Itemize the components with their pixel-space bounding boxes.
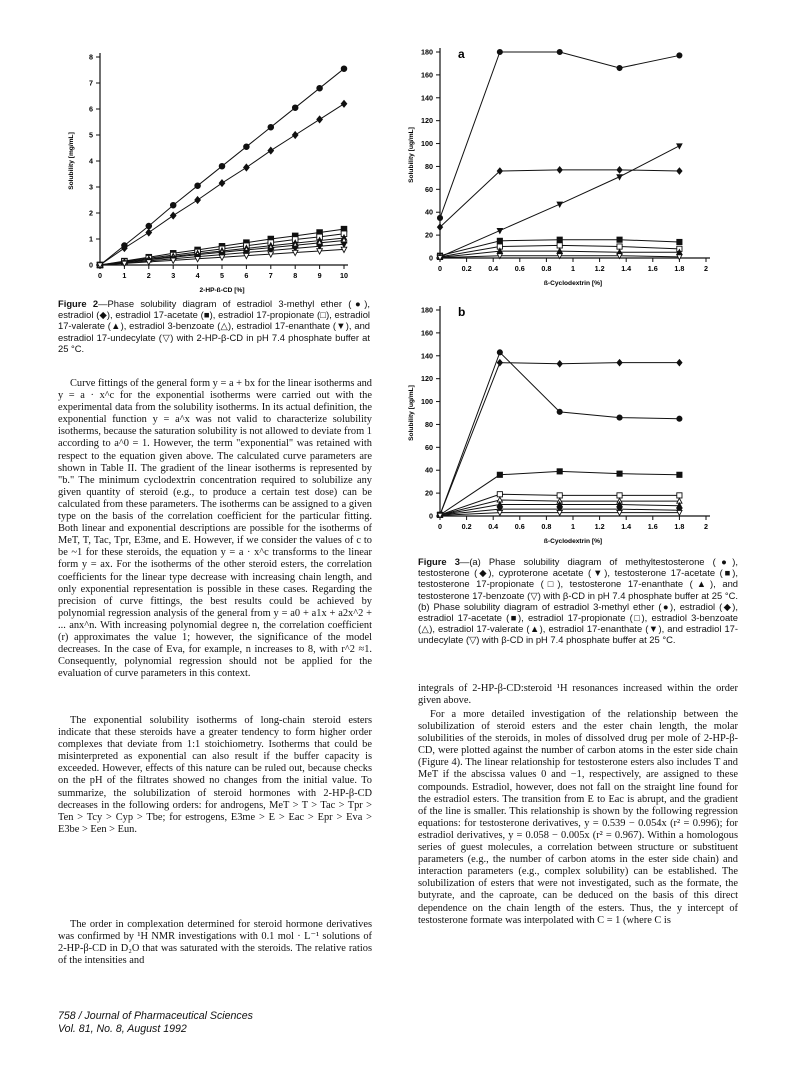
data-point: [617, 360, 622, 366]
y-tick-label: 180: [421, 305, 433, 315]
panel-label: b: [458, 305, 466, 319]
y-tick-label: 100: [421, 397, 433, 407]
x-tick-label: 5: [220, 271, 224, 280]
data-point: [617, 471, 622, 476]
x-tick-label: 10: [340, 271, 348, 280]
x-tick-label: 1.6: [647, 264, 658, 273]
x-tick-label: 0: [438, 264, 442, 273]
journal-footer: [58, 1010, 253, 1035]
data-point: [219, 163, 225, 169]
body-paragraph-4: integrals of 2-HP-β-CD:steroid ¹H resonances increased within the order given above.: [418, 683, 738, 707]
data-point: [497, 350, 502, 355]
data-point: [317, 116, 323, 123]
x-tick-label: 1: [571, 522, 575, 531]
body-paragraph-1: Curve fittings of the general form y = a + bx for the linear isotherms and y = a · x^c for the exponential isotherms were carried out with the experimental data from the solubility isotherms. In its actual definition, the exponential function y = a^x was not valid to characterize solubility isotherms, because the saturation solubility is not allowed to deviate from 1 according to a^0 = 1. However, the term "exponential" was retained with respect to the equation given above. The calculated curve parameters are shown in Table II. The gradient of the linear isotherms is represented by "b." The minimum cyclodextrin concentration required to solubilize any given quantity of steroid (e.g., to produce a certain test dose) can be calculated from these parameters. The isotherms can be assigned to a given type on the basis of the correlation coefficient for the particular fitting. Both linear and exponential descriptions are possible for the isotherms of MeT, T, Tac, Tpr, E3me, and E. However, if we consider the values of c to be ~1 for these steroids, the equation y = a · x^c transforms to the linear form y = ax. For the isotherms of the other steroid esters, the correlation coefficients for the linear type decrease with increasing chain length, and only exponential representation is possible in these cases. Regarding the precision of curve fittings, the best results could be achieved by polynomial regression analysis of the general from y = a0 + a1x + a2x^2 + ... anx^n. With increasing polynomial degree n, the correlation coefficient (r) approximates the value 1; however, the significance of the model decreases. In the case of Eva, for example, n increases to 8, with r^2 ≈1. Consequently, polynomial regression should not be applied for the evaluation of curve parameters in this context.: [58, 378, 372, 680]
y-tick-label: 3: [89, 182, 93, 192]
y-tick-label: 0: [429, 253, 433, 263]
data-point: [557, 469, 562, 474]
data-point: [195, 197, 201, 204]
data-point: [497, 472, 502, 477]
y-axis-title: Solubility [ug/mL]: [408, 385, 415, 441]
x-tick-label: 9: [317, 271, 322, 280]
data-point: [497, 238, 502, 243]
data-point: [557, 237, 562, 242]
data-point: [497, 492, 502, 497]
figure-2-caption-label: Figure 2: [58, 298, 99, 309]
y-tick-label: 2: [89, 208, 93, 218]
body-paragraph-3: The order in complexation determined for steroid hormone derivatives was confirmed by ¹H NMR investigations with 0.1 mol · L⁻¹ solutions of 2-HP-β-CD in D₂O that was saturated with the steroids. The relative ratios of the intensities and: [58, 919, 372, 967]
x-tick-label: 0.4: [488, 522, 499, 531]
data-point: [146, 229, 152, 236]
data-point: [292, 105, 298, 111]
data-point: [617, 65, 622, 70]
x-tick-label: 1.2: [594, 264, 605, 273]
data-point: [146, 223, 152, 229]
x-tick-label: 0: [438, 522, 442, 531]
x-tick-label: 1.8: [674, 522, 685, 531]
x-tick-label: 1.8: [674, 264, 685, 273]
data-point: [617, 244, 622, 249]
data-point: [677, 239, 682, 244]
x-tick-label: 2: [146, 271, 151, 280]
data-point: [341, 100, 347, 107]
data-point: [557, 493, 562, 498]
data-point: [557, 409, 562, 414]
y-tick-label: 7: [89, 78, 93, 88]
x-tick-label: 0.2: [461, 522, 472, 531]
x-tick-label: 1.2: [594, 522, 605, 531]
footer-line-1: 758 / Journal of Pharmaceutical Sciences: [58, 1010, 253, 1022]
y-tick-label: 6: [89, 104, 93, 114]
series-line: [440, 363, 679, 515]
data-point: [268, 147, 274, 154]
data-point: [170, 212, 176, 219]
x-tick-label: 0: [98, 271, 102, 280]
data-point: [557, 243, 562, 248]
y-tick-label: 100: [421, 139, 433, 149]
data-point: [268, 124, 274, 130]
data-point: [292, 132, 298, 139]
data-point: [617, 237, 622, 242]
y-tick-label: 120: [421, 116, 433, 126]
data-point: [170, 202, 176, 208]
y-axis-title: Solubility [ug/mL]: [408, 127, 415, 183]
y-tick-label: 1: [89, 234, 93, 244]
x-tick-label: 4: [195, 271, 200, 280]
x-tick-label: 3: [171, 271, 176, 280]
y-tick-label: 80: [425, 419, 433, 429]
y-tick-label: 140: [421, 93, 433, 103]
data-point: [497, 360, 502, 366]
x-tick-label: 1.4: [621, 522, 632, 531]
data-point: [244, 144, 250, 150]
x-axis-title: ß-Cyclodextrin [%]: [543, 538, 603, 545]
data-point: [219, 180, 225, 187]
x-tick-label: 0.6: [514, 264, 525, 273]
y-tick-label: 180: [421, 47, 433, 57]
y-tick-label: 0: [429, 511, 433, 521]
x-tick-label: 2: [704, 522, 708, 531]
y-tick-label: 5: [89, 130, 93, 140]
data-point: [341, 66, 347, 72]
y-tick-label: 20: [425, 230, 433, 240]
y-axis-title: Solubility [mg/mL]: [68, 132, 75, 190]
figure-3-caption-text: —(a) Phase solubility diagram of methyltestosterone (●), testosterone (◆), cyproterone acetate (▼), testosterone 17-acetate (■), testosterone 17-propionate (□), testosterone 17-enanthate (▲), and testosterone 17-benzoate (▽) with β-CD in pH 7.4 phosphate buffer at 25 °C. (b) Phase solubility diagram of estradiol 3-methyl ether (●), estradiol (◆), estradiol 17-acetate (■), estradiol 17-propionate (□), estradiol 3-benzoate (△), estradiol 17-valerate (▲), estradiol 17-enanthate (▼), and estradiol 17-undecylate (▽) with β-CD in pH 7.4 phosphate buffer at 25 °C.: [418, 556, 739, 646]
series-line: [440, 170, 679, 227]
panel-label: a: [458, 47, 465, 61]
y-tick-label: 0: [89, 260, 93, 270]
data-point: [437, 215, 442, 220]
y-tick-label: 20: [425, 488, 433, 498]
x-axis-title: 2-HP-ß-CD [%]: [199, 287, 245, 294]
data-point: [617, 167, 622, 173]
x-tick-label: 1.4: [621, 264, 632, 273]
data-point: [317, 85, 323, 91]
x-tick-label: 7: [268, 271, 273, 280]
x-tick-label: 0.8: [541, 264, 552, 273]
y-tick-label: 60: [425, 442, 433, 452]
x-tick-label: 1: [571, 264, 575, 273]
data-point: [497, 49, 502, 54]
body-paragraph-5: For a more detailed investigation of the relationship between the solubilization of steroid esters and the ester chain length, the molar solubilities of the steroids, in moles of dissolved drug per mole of 2-HP-β-CD, were plotted against the number of carbon atoms in the ester side chain (Figure 4). The linear relationship for testosterone esters also includes T and MeT if the abscissa values 0 and −1, respectively, are assigned to these compounds. Estradiol, however, does not fall on the straight line found for the estradiol esters. The transition from E to Eac is abrupt, and the gradient of the line is smaller. This relationship is shown by the following regression equations: for testosterone derivatives, y = 0.539 − 0.054x (r² = 0.996); for estradiol derivatives, y = 0.058 − 0.005x (r² = 0.967). Within a homologous series of guest molecules, a correlation between structure or substituent parameters (e.g., the number of carbon atoms in the ester side chain) and interaction parameters (e.g., complex solubility) can be established. The solubilization of esters that were not investigated, such as the formate, the butyrate, and the caproate, can be deduced on the basis of this direct dependence on the chain length of the esters. Thus, the y intercept of testosterone formate was interpolated with C = 1 (where C is: [418, 709, 738, 926]
y-tick-label: 40: [425, 207, 433, 217]
figure-3b-chart: [408, 300, 730, 550]
y-tick-label: 140: [421, 351, 433, 361]
y-tick-label: 4: [89, 156, 93, 166]
data-point: [244, 164, 250, 171]
x-tick-label: 0.2: [461, 264, 472, 273]
x-tick-label: 0.4: [488, 264, 499, 273]
figure-2-chart: [58, 45, 368, 297]
data-point: [617, 493, 622, 498]
data-point: [677, 360, 682, 366]
y-tick-label: 40: [425, 465, 433, 475]
x-tick-label: 0.8: [541, 522, 552, 531]
y-tick-label: 8: [89, 52, 93, 62]
data-point: [195, 183, 201, 189]
body-paragraph-2: The exponential solubility isotherms of long-chain steroid esters indicate that these steroids have a greater tendency to form higher order complexes that deviate from 1:1 stoichiometry. Isotherms that could be misinterpreted as exponential can also result if the buffer capacity is exceeded. However, effects of this nature can be ruled out, because checks on the pH of the filtrates showed no changes from the initial value. To summarize, the solubilization of steroid hormones with 2-HP-β-CD decreases in the following orders: for androgens, MeT > T > Tac > Tpr > Ten > Tcy > Cyp > Tbe; for estrogens, E3me > E > Eac > Epr > Eva > E3be > Een > Eun.: [58, 715, 372, 835]
data-point: [557, 49, 562, 54]
x-tick-label: 1.6: [647, 522, 658, 531]
figure-2-caption-text: —Phase solubility diagram of estradiol 3-methyl ether (●), estradiol (◆), estradiol 17-acetate (■), estradiol 17-propionate (□), estradiol 17-valerate (▲), estradiol 3-benzoate (△), estradiol 17-enanthate (▼), and estradiol 17-undecylate (▽) with 2-HP-β-CD in pH 7.4 phosphate buffer at 25 °C.: [58, 298, 370, 354]
x-tick-label: 2: [704, 264, 708, 273]
figure-3a-chart: [408, 42, 730, 292]
data-point: [677, 472, 682, 477]
y-tick-label: 60: [425, 184, 433, 194]
x-tick-label: 8: [293, 271, 298, 280]
x-tick-label: 6: [244, 271, 249, 280]
data-point: [617, 415, 622, 420]
data-point: [677, 53, 682, 58]
y-tick-label: 160: [421, 328, 433, 338]
y-tick-label: 160: [421, 70, 433, 80]
footer-line-2: Vol. 81, No. 8, August 1992: [58, 1022, 187, 1035]
y-tick-label: 120: [421, 374, 433, 384]
data-point: [677, 493, 682, 498]
x-axis-title: ß-Cyclodextrin [%]: [543, 280, 603, 287]
figure-3-caption: [418, 556, 738, 646]
x-tick-label: 1: [122, 271, 127, 280]
figure-2-caption: [58, 298, 370, 354]
figure-3-caption-label: Figure 3: [418, 556, 460, 567]
x-tick-label: 0.6: [514, 522, 525, 531]
data-point: [557, 361, 562, 367]
y-tick-label: 80: [425, 161, 433, 171]
data-point: [677, 168, 682, 174]
data-point: [557, 167, 562, 173]
data-point: [677, 416, 682, 421]
